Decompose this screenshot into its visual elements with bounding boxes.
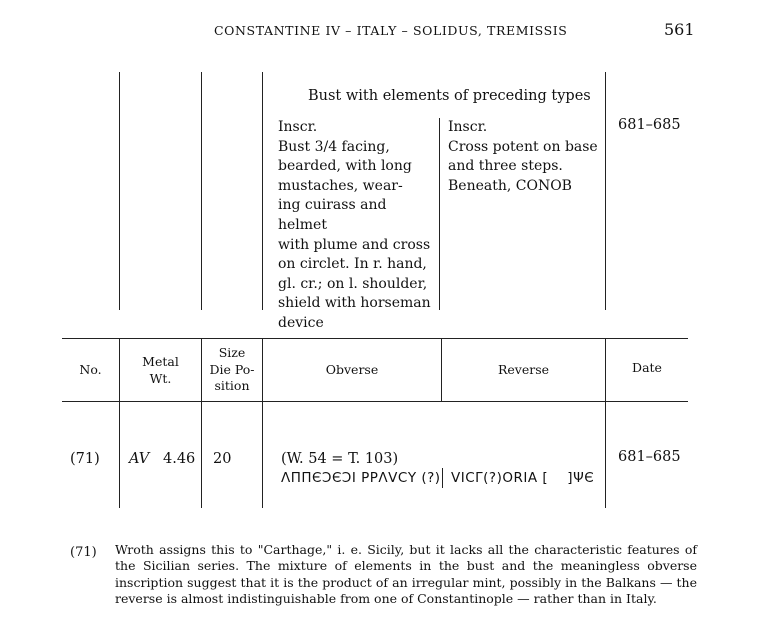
column-rule — [201, 72, 202, 310]
row-obverse-legend: ΛΠΠЄↃЄↃI PPΛVCΥ (?) — [281, 470, 441, 486]
obverse-line: device — [278, 314, 324, 331]
col-header-reverse: Reverse — [497, 362, 550, 377]
footnote-number: (71) — [70, 545, 97, 560]
obverse-line: Bust 3/4 facing, — [278, 138, 390, 155]
entry-heading: Bust with elements of preceding types — [308, 88, 591, 104]
obverse-inscr-label: Inscr. — [278, 119, 318, 135]
page-number: 561 — [664, 20, 695, 39]
reverse-line: Beneath, CONOB — [448, 177, 572, 194]
col-header-date: Date — [632, 360, 662, 375]
upper-obverse-description — [278, 118, 438, 334]
col-header-obverse: Obverse — [325, 362, 379, 377]
upper-entry-date: 681–685 — [618, 117, 681, 133]
column-rule — [605, 72, 606, 310]
legend-divider — [442, 468, 443, 488]
upper-reverse-description — [448, 118, 604, 196]
obverse-line: bearded, with long — [278, 158, 412, 175]
reverse-inscr-label: Inscr. — [448, 119, 488, 135]
obverse-line: on circlet. In r. hand, — [278, 256, 427, 273]
row-date: 681–685 — [618, 449, 681, 465]
column-rule — [119, 72, 120, 310]
row-size: 20 — [213, 451, 232, 467]
obverse-line: with plume and cross — [278, 236, 431, 253]
column-rule — [262, 72, 263, 310]
obverse-line: gl. cr.; on l. shoulder, — [278, 275, 428, 292]
obverse-line: mustaches, wear- — [278, 177, 403, 194]
table-header-rule — [62, 401, 688, 402]
row-number: (71) — [70, 451, 100, 467]
col-header-no: No. — [79, 362, 102, 377]
footnote-text: Wroth assigns this to "Carthage," i. e. Sicily, but it lacks all the characteristic features of the Sicilian series. The mixture of elements in the bust and the meaningless obverse inscription suggest that it is the product of an irregular mint, possibly in the Balkans — the reverse is almost indistinguishable from one of Constantinople — rather than in Italy. — [115, 542, 697, 606]
row-obverse-reference: (W. 54 = T. 103) — [281, 451, 399, 467]
running-title: CONSTANTINE IV – ITALY – SOLIDUS, TREMISSIS — [214, 23, 568, 38]
table-top-rule — [62, 338, 688, 339]
row-weight: 4.46 — [163, 451, 196, 467]
col-header-metal-wt: Metal Wt. — [142, 354, 179, 386]
obverse-line: shield with horseman — [278, 295, 431, 312]
row-reverse-legend: VICΓ(?)ORIA [ ]ΨЄ — [451, 470, 595, 486]
row-metal: AV — [129, 451, 150, 467]
obverse-reverse-divider — [439, 118, 440, 310]
reverse-line: Cross potent on base — [448, 138, 598, 155]
reverse-line: and three steps. — [448, 158, 563, 175]
obverse-line: ing cuirass and helmet — [278, 197, 387, 233]
col-header-size-die: Size Die Po- sition — [209, 345, 255, 393]
